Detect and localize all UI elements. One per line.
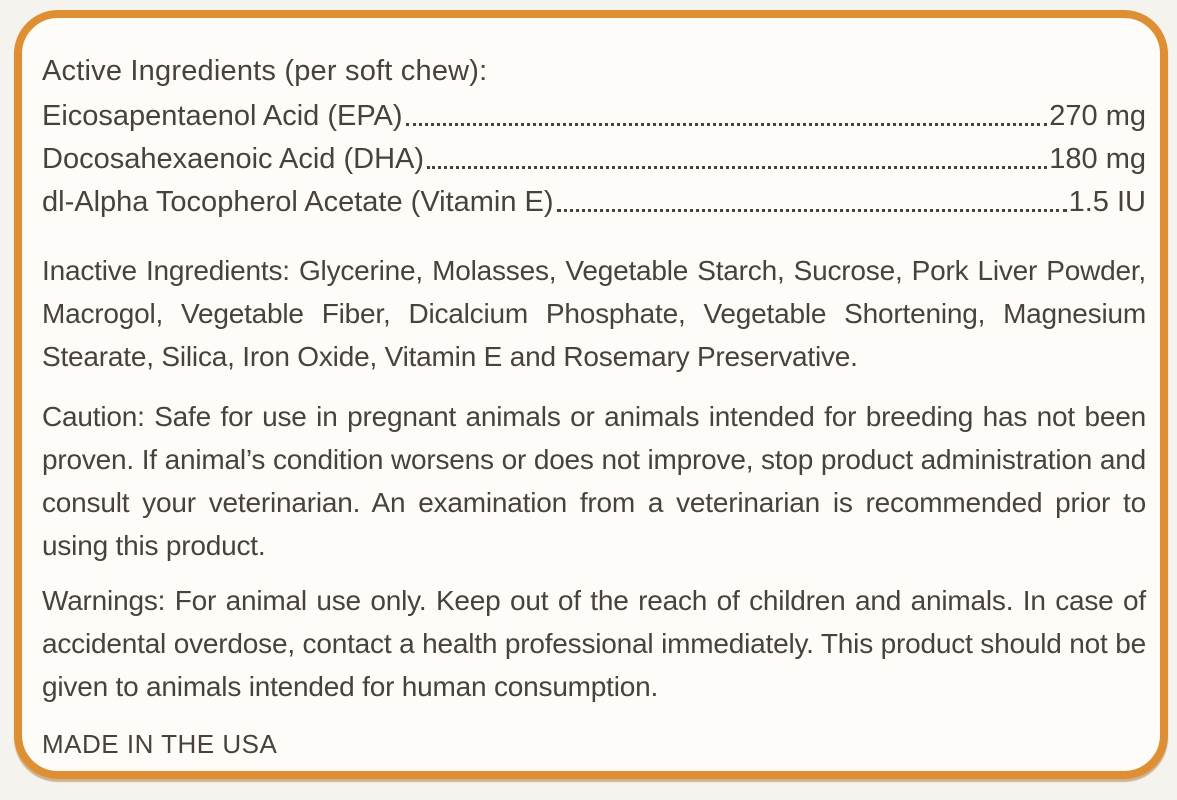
active-ingredient-row [42, 136, 1146, 179]
inactive-ingredients-paragraph: Inactive Ingredients: Glycerine, Molasses, Vegetable Starch, Sucrose, Pork Liver Powder, Macrogol, Vegetable Fiber, Dicalcium Phosphate, Vegetable Shortening, Magnesium Stearate, Silica, Iron Oxide, Vitamin E and Rosemary Preservative. [42, 255, 1146, 372]
ingredient-amount: 180 mg [1049, 143, 1146, 175]
ingredient-name: Docosahexaenoic Acid (DHA) [42, 143, 425, 175]
active-ingredients-header: Active Ingredients (per soft chew): [42, 55, 488, 87]
ingredient-amount: 1.5 IU [1068, 186, 1146, 218]
dot-leader [427, 166, 1047, 169]
made-in-usa-text: MADE IN THE USA [42, 729, 278, 759]
active-ingredient-row [42, 93, 1146, 136]
caution-paragraph: Caution: Safe for use in pregnant animals or animals intended for breeding has not been proven. If animal’s condition worsens or does not improve, stop product administration and consult your veterinarian. An examination from a veterinarian is recommended prior to using this product. [42, 401, 1146, 561]
ingredient-name: dl-Alpha Tocopherol Acetate (Vitamin E) [42, 186, 554, 218]
active-ingredient-row [42, 179, 1146, 222]
warnings-paragraph: Warnings: For animal use only. Keep out of the reach of children and animals. In case of accidental overdose, contact a health professional immediately. This product should not be given to animals intended for human consumption. [42, 585, 1146, 702]
dot-leader [557, 209, 1067, 212]
supplement-label-card [14, 10, 1168, 779]
ingredient-amount: 270 mg [1049, 100, 1146, 132]
ingredient-name: Eicosapentaenol Acid (EPA) [42, 100, 403, 132]
dot-leader [406, 123, 1048, 126]
